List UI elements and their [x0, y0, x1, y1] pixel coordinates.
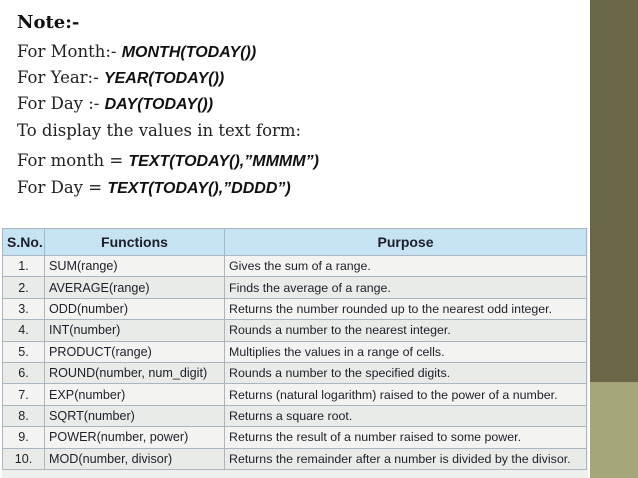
note-line-formula: TEXT(TODAY(),”MMMM”): [128, 153, 319, 170]
table-row: [3, 362, 587, 383]
cell-sno: 8.: [3, 405, 45, 426]
functions-table-image: [2, 228, 588, 478]
cell-function: PRODUCT(range): [45, 341, 225, 362]
note-line-text-day: [17, 178, 291, 198]
cell-sno: 3.: [3, 298, 45, 319]
note-line-text-month: [17, 151, 319, 171]
slide-sidebar-decoration: [590, 0, 638, 478]
cell-function: ODD(number): [45, 298, 225, 319]
table-header-row: [3, 229, 587, 256]
header-functions: Functions: [45, 229, 225, 256]
cell-sno: 9.: [3, 427, 45, 448]
table-row: [3, 341, 587, 362]
note-line-year: [17, 68, 224, 88]
note-line-label: For Year:-: [17, 68, 104, 87]
note-line-month: [17, 42, 256, 62]
cell-purpose: Returns the result of a number raised to some power.: [225, 427, 587, 448]
cell-function: ROUND(number, num_digit): [45, 362, 225, 383]
cell-sno: 7.: [3, 384, 45, 405]
cell-function: EXP(number): [45, 384, 225, 405]
table-row: [3, 448, 587, 469]
table-row: [3, 427, 587, 448]
cell-sno: 1.: [3, 256, 45, 277]
table-row: [3, 405, 587, 426]
cell-sno: 2.: [3, 277, 45, 298]
cell-purpose: Rounds a number to the specified digits.: [225, 362, 587, 383]
sidebar-band: [590, 382, 638, 478]
cell-function: SUM(range): [45, 256, 225, 277]
cell-sno: 4.: [3, 320, 45, 341]
cell-purpose: Returns a square root.: [225, 405, 587, 426]
table-row: [3, 256, 587, 277]
cell-sno: 6.: [3, 362, 45, 383]
cell-purpose: Returns (natural logarithm) raised to the power of a number.: [225, 384, 587, 405]
note-line-label: For month =: [17, 151, 129, 170]
note-title: Note:-: [17, 12, 80, 33]
cell-purpose: Finds the average of a range.: [225, 277, 587, 298]
note-line-label: To display the values in text form:: [17, 121, 302, 140]
note-line-label: For Day =: [17, 178, 108, 197]
cell-sno: 10.: [3, 448, 45, 469]
cell-function: MOD(number, divisor): [45, 448, 225, 469]
table-row: [3, 277, 587, 298]
cell-function: SQRT(number): [45, 405, 225, 426]
note-line-formula: YEAR(TODAY()): [103, 70, 225, 87]
table-row: [3, 384, 587, 405]
note-line-text-form: [17, 121, 301, 141]
table-row: [3, 298, 587, 319]
cell-sno: 5.: [3, 341, 45, 362]
note-line-formula: TEXT(TODAY(),”DDDD”): [107, 180, 291, 197]
note-line-day: [17, 94, 213, 114]
header-purpose: Purpose: [225, 229, 587, 256]
note-line-label: For Day :-: [17, 94, 105, 113]
note-line-formula: MONTH(TODAY()): [121, 44, 257, 61]
cell-purpose: Multiplies the values in a range of cells.: [225, 341, 587, 362]
cell-purpose: Gives the sum of a range.: [225, 256, 587, 277]
note-line-formula: DAY(TODAY()): [104, 96, 214, 113]
cell-purpose: Returns the remainder after a number is divided by the divisor.: [225, 448, 587, 469]
note-line-label: For Month:-: [17, 42, 122, 61]
cell-function: POWER(number, power): [45, 427, 225, 448]
cell-purpose: Rounds a number to the nearest integer.: [225, 320, 587, 341]
header-sno: S.No.: [3, 229, 45, 256]
cell-function: AVERAGE(range): [45, 277, 225, 298]
cell-purpose: Returns the number rounded up to the nearest odd integer.: [225, 298, 587, 319]
functions-table: [2, 228, 587, 470]
cell-function: INT(number): [45, 320, 225, 341]
table-row: [3, 320, 587, 341]
